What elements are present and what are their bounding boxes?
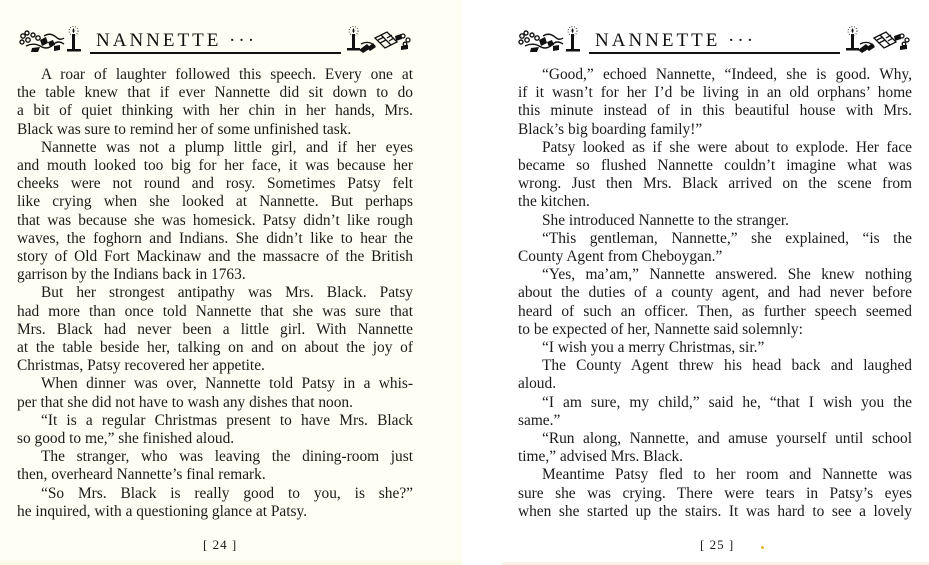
text-line: Patsy looked as if she were about to explode. Her face [542, 138, 912, 156]
text-line: so good to me,” she finished aloud. [17, 430, 235, 448]
text-line: She introduced Nannette to the stranger. [542, 211, 790, 229]
text-line: When dinner was over, Nannette told Patsy in a whis- [41, 375, 413, 393]
text-line: “I wish you a merry Christmas, sir.” [542, 339, 765, 357]
text-line: “Good,” echoed Nannette, “Indeed, she is good. Why, [542, 66, 912, 83]
text-line: the table knew that if ever Nannette did sit down to do [17, 84, 413, 102]
paragraph [518, 430, 912, 466]
page-body [518, 66, 912, 521]
paragraph [518, 230, 912, 266]
text-line: to be expected of her, Nannette said solemnly: [518, 320, 803, 338]
text-line: waves, the foghorn and Indians. She didn’t like to hear the [17, 229, 413, 247]
paragraph [17, 375, 413, 411]
text-line: wrong. Just then Mrs. Black arrived on the scene from [518, 175, 912, 193]
paragraph [17, 284, 413, 375]
running-head-title: NANNETTE ··· [595, 30, 757, 51]
text-line: he inquired, with a questioning glance at Patsy. [17, 502, 308, 520]
page-number: [ 25 ] [700, 537, 735, 552]
paragraph [518, 339, 912, 357]
text-line: But her strongest antipathy was Mrs. Black. Patsy [41, 284, 413, 302]
text-line: Black was sure to remind her of some unfinished task. [17, 120, 352, 138]
candle-book-ornament-icon [345, 26, 413, 54]
text-line: per that she did not have to wash any dishes that noon. [17, 393, 353, 411]
paragraph [17, 139, 413, 285]
text-line: became so flushed Nannette couldn’t imagine what was [518, 157, 912, 175]
text-line: like crying when she looked at Nannette. But perhaps [17, 193, 413, 211]
text-line: story of Old Fort Mackinaw and the massacre of the British [17, 248, 413, 266]
text-line: had more than once told Nannette that she was sure that [17, 302, 413, 320]
text-line: at the table beside her, talking on and on about the joy of [17, 339, 413, 357]
text-line: about the duties of a county agent, and had never before [518, 284, 912, 302]
text-line: same.” [518, 411, 561, 429]
paragraph [17, 448, 413, 484]
paragraph [518, 266, 912, 339]
text-line: Nannette was not a plump little girl, and if her eyes [41, 138, 413, 156]
running-head [589, 30, 840, 54]
text-line: heard of such an officer. Then, as further speech seemed [518, 302, 912, 320]
text-line: “Yes, ma’am,” Nannette answered. She knew nothing [542, 266, 912, 284]
holly-candle-ornament-icon [18, 26, 86, 54]
text-line: Mrs. Black had never been a little girl. With Nannette [17, 320, 413, 338]
paper-speck [761, 546, 764, 549]
holly-candle-ornament-icon [517, 26, 585, 54]
text-line: Meantime Patsy fled to her room and Nannette was [542, 466, 912, 484]
text-line: and mouth looked too big for her face, it was because her [17, 157, 413, 175]
text-line: “Run along, Nannette, and amuse yourself until school [542, 430, 912, 448]
text-line: if it wasn’t for her I’d be living in an old orphans’ home [518, 84, 912, 102]
text-line: The County Agent threw his head back and laughed [542, 357, 912, 375]
page-body [17, 66, 413, 521]
paragraph [17, 66, 413, 139]
text-line: sure she was crying. There were tears in Patsy’s eyes [518, 484, 912, 502]
paragraph [518, 394, 912, 430]
text-line: when she started up the stairs. It was hard to see a lovely [518, 502, 912, 520]
paragraph [518, 466, 912, 521]
page-header [517, 24, 912, 54]
text-line: a bit of quiet thinking with her chin in her hands, Mrs. [17, 102, 413, 120]
page-number: [ 24 ] [203, 537, 238, 552]
text-line: Christmas, Patsy recovered her appetite. [17, 357, 265, 375]
paragraph [518, 212, 912, 230]
paragraph [518, 139, 912, 212]
text-line: “This gentleman, Nannette,” she explained, “is the [542, 229, 912, 247]
paragraph [518, 66, 912, 139]
candle-book-ornament-icon [844, 26, 912, 54]
text-line: “It is a regular Christmas present to have Mrs. Black [41, 411, 413, 429]
paragraph [518, 357, 912, 393]
text-line: the kitchen. [518, 193, 590, 211]
text-line: aloud. [518, 375, 557, 393]
text-line: this minute instead of in this beautiful house with Mrs. [518, 102, 912, 120]
text-line: The stranger, who was leaving the dining-room just [41, 448, 413, 466]
text-line: that was because she was homesick. Patsy didn’t like rough [17, 211, 413, 229]
text-line: cheeks were not round and rosy. Sometimes Patsy felt [17, 175, 413, 193]
paragraph [17, 485, 413, 521]
text-line: then, overheard Nannette’s final remark. [17, 466, 266, 484]
page-left [0, 0, 462, 565]
running-head-title: NANNETTE ··· [96, 30, 258, 51]
page-right [462, 0, 929, 565]
text-line: time,” advised Mrs. Black. [518, 448, 683, 466]
text-line: A roar of laughter followed this speech. Every one at [41, 66, 413, 83]
text-line: County Agent from Cheboygan.” [518, 248, 723, 266]
text-line: Black’s big boarding family!” [518, 120, 703, 138]
text-line: “So Mrs. Black is really good to you, is she?” [41, 484, 413, 502]
text-line: “I am sure, my child,” said he, “that I wish you the [542, 393, 912, 411]
text-line: garrison by the Indians back in 1763. [17, 266, 246, 284]
page-header [18, 24, 413, 54]
paragraph [17, 412, 413, 448]
running-head [90, 30, 341, 54]
